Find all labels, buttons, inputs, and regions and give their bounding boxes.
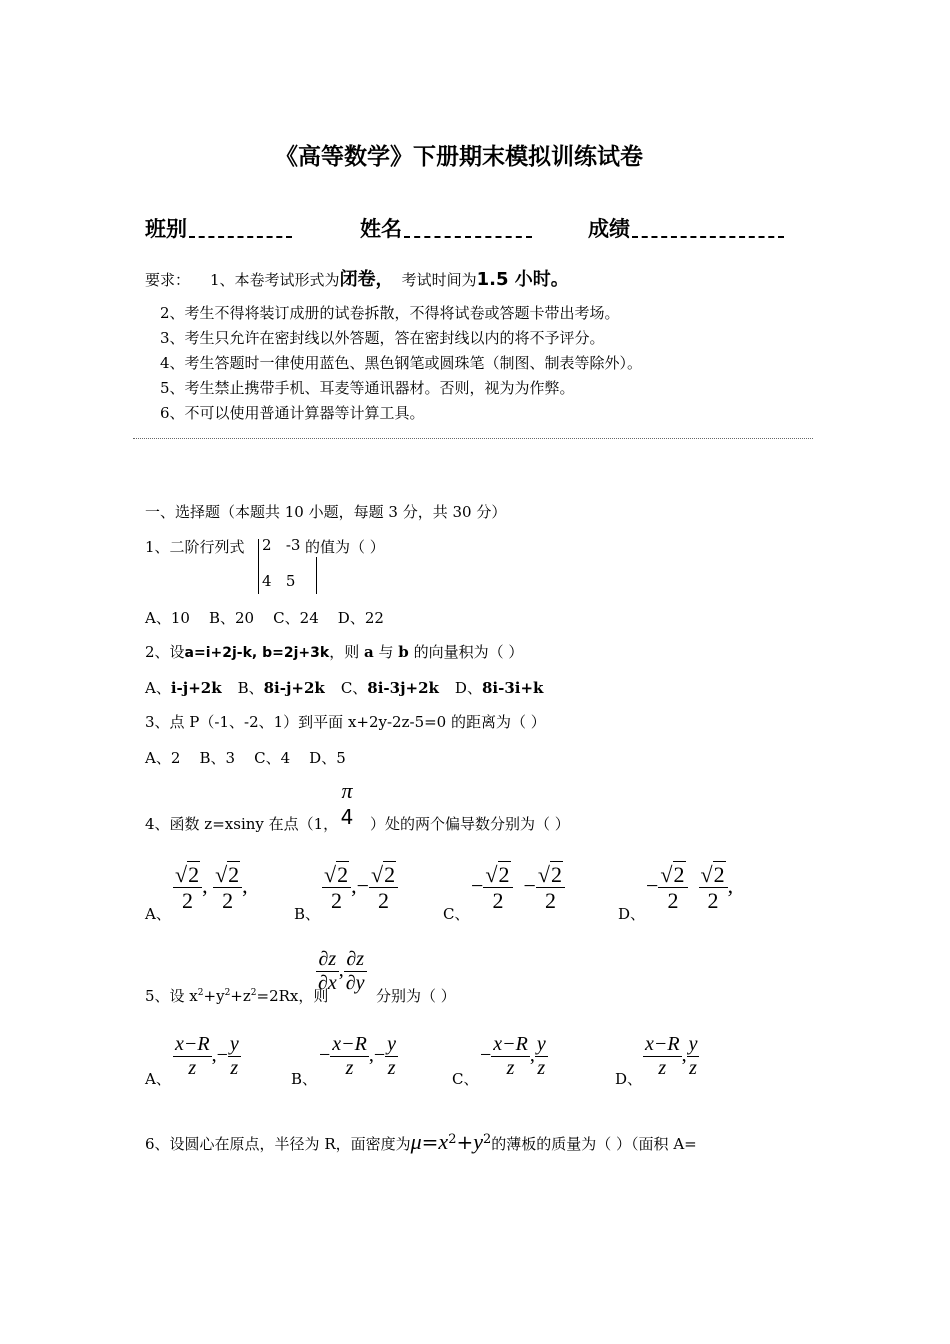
- requirement-6: 6、不可以使用普通计算器等计算工具。: [160, 404, 425, 422]
- q4-option-d-label: D、: [618, 905, 646, 923]
- determinant-left-bar: [258, 539, 259, 594]
- q2-and: 与: [378, 643, 394, 661]
- partial-z: ∂z: [344, 948, 367, 972]
- comma: ,: [338, 959, 344, 982]
- q5-text-eq: =2Rx，则: [256, 987, 329, 1005]
- q5-option-d-label: D、: [615, 1070, 643, 1088]
- minus-sign: −: [523, 872, 536, 898]
- minus-sign: −: [646, 872, 659, 898]
- var-x: x: [438, 1129, 449, 1154]
- numerator: y: [536, 1033, 546, 1055]
- sqrt-symbol: √: [324, 862, 337, 887]
- q4-option-b: [322, 862, 398, 914]
- q1-suffix: 的值为（ ）: [305, 538, 385, 556]
- q5-option-a: [173, 1033, 241, 1080]
- numerator: x−R: [332, 1033, 367, 1055]
- denominator: z: [658, 1057, 667, 1079]
- radicand: 2: [188, 862, 200, 887]
- partial-x: ∂x: [318, 972, 337, 994]
- requirement-3: 3、考生只允许在密封线以外答题，答在密封线以内的将不予评分。: [160, 329, 605, 347]
- comma: ,: [351, 872, 357, 898]
- q5-option-d: [643, 1033, 699, 1080]
- sqrt-symbol: √: [215, 862, 228, 887]
- q5-option-c: [480, 1033, 548, 1080]
- q2-option-d: 8i-3i+k: [481, 679, 544, 697]
- exponent: 2: [250, 988, 257, 998]
- q2-option-a-label: A、: [145, 679, 171, 697]
- q1-prefix: 1、二阶行列式: [145, 538, 245, 556]
- partial-y: ∂y: [345, 972, 365, 994]
- q2-option-b-label: B、: [237, 679, 264, 697]
- q5-text-y: +y: [203, 987, 225, 1005]
- denominator: z: [537, 1057, 546, 1079]
- comma: ,: [727, 872, 734, 898]
- radicand: 2: [384, 862, 396, 887]
- name-label: 姓名: [360, 217, 402, 241]
- q6-suffix: 的薄板的质量为（ ）（面积 A=: [491, 1135, 697, 1153]
- comma: ,: [211, 1044, 217, 1067]
- denominator: 2: [331, 888, 343, 914]
- q3-options: A、2 B、3 C、4 D、5: [145, 749, 346, 767]
- denominator: 2: [492, 888, 504, 914]
- page-title: 《高等数学》下册期末模拟训练试卷: [275, 144, 643, 170]
- q2-then: ，则: [329, 643, 360, 661]
- denominator: 2: [707, 888, 719, 914]
- q5-option-c-label: C、: [452, 1070, 479, 1088]
- q4-denominator: 4: [340, 805, 354, 829]
- sqrt-symbol: √: [700, 862, 713, 887]
- radicand: 2: [673, 862, 685, 887]
- score-label: 成绩: [588, 217, 630, 241]
- mu-symbol: μ: [410, 1129, 422, 1154]
- denominator: z: [345, 1057, 354, 1079]
- denominator: z: [188, 1057, 197, 1079]
- name-field: [360, 213, 532, 243]
- q4-prefix: 4、函数 z=xsiny 在点（1，: [145, 815, 339, 833]
- q5-text-z: +z: [230, 987, 251, 1005]
- requirement-1: [145, 265, 569, 291]
- exponent: 2: [197, 988, 204, 998]
- q2-option-a: i-j+2k: [170, 679, 222, 697]
- exponent: 2: [224, 988, 231, 998]
- numerator: y: [229, 1033, 239, 1055]
- section-heading: 一、选择题（本题共 10 小题，每题 3 分，共 30 分）: [145, 503, 507, 521]
- class-field: [145, 213, 292, 243]
- radicand: 2: [228, 862, 240, 887]
- sqrt-symbol: √: [371, 862, 384, 887]
- q2-option-d-label: D、: [454, 679, 482, 697]
- denominator: 2: [544, 888, 556, 914]
- numerator: x−R: [645, 1033, 680, 1055]
- denominator: z: [689, 1057, 697, 1079]
- q4-option-a: [173, 862, 248, 914]
- seal-divider: [133, 438, 813, 439]
- q5-suffix: 分别为（ ）: [376, 987, 456, 1005]
- sqrt-symbol: √: [660, 862, 673, 887]
- denominator: 2: [222, 888, 234, 914]
- partial-z: ∂z: [316, 948, 339, 972]
- exponent: 2: [483, 1132, 492, 1147]
- class-label: 班别: [145, 217, 187, 241]
- numerator: y: [688, 1033, 698, 1055]
- exponent: 2: [448, 1132, 457, 1147]
- minus-sign: −: [471, 872, 484, 898]
- requirement-2: 2、考生不得将装订成册的试卷拆散，不得将试卷或答题卡带出考场。: [160, 304, 620, 322]
- denominator: z: [506, 1057, 515, 1079]
- radicand: 2: [337, 862, 349, 887]
- q4-option-a-label: A、: [145, 905, 171, 923]
- comma: ,: [529, 1044, 535, 1067]
- denominator: 2: [182, 888, 194, 914]
- q4-option-d: [646, 862, 733, 914]
- numerator: x−R: [175, 1033, 210, 1055]
- var-y: y: [473, 1129, 483, 1154]
- comma: ,: [202, 872, 208, 898]
- q6-stem: [145, 1129, 697, 1155]
- q5-prefix: [145, 985, 328, 1006]
- q2-vectors: a=i+2j-k, b=2j+3k: [184, 645, 330, 661]
- sqrt-symbol: √: [175, 862, 188, 887]
- comma: ,: [242, 872, 248, 898]
- requirement-1-text: 1、本卷考试形式为: [210, 271, 340, 289]
- denominator: z: [230, 1057, 239, 1079]
- q4-point-fraction: [336, 778, 358, 830]
- name-blank: [404, 222, 532, 238]
- denominator: 2: [378, 888, 390, 914]
- radicand: 2: [498, 862, 510, 887]
- determinant-row-2: 4 5: [262, 572, 296, 590]
- radicand: 2: [713, 862, 725, 887]
- determinant-row-1: 2 -3: [262, 536, 301, 554]
- q5-option-b: [319, 1033, 398, 1080]
- q2-option-b: 8i-j+2k: [263, 679, 325, 697]
- minus-sign: −: [480, 1044, 492, 1067]
- plus-sign: +: [456, 1130, 474, 1154]
- q2-vector-b: b: [398, 643, 409, 661]
- q2-option-c-label: C、: [340, 679, 368, 697]
- score-field: [588, 213, 784, 243]
- q4-option-b-label: B、: [294, 905, 321, 923]
- exam-time: 1.5 小时。: [476, 269, 569, 290]
- q2-suffix: 的向量积为（ ）: [413, 643, 524, 661]
- exam-form: 闭卷，: [339, 269, 394, 290]
- score-blank: [632, 222, 784, 238]
- q4-option-c: [471, 862, 565, 914]
- q6-prefix: 6、设圆心在原点，半径为 R，面密度为: [145, 1135, 411, 1153]
- class-blank: [189, 222, 292, 238]
- comma: ,: [368, 1044, 374, 1067]
- q5-partials: [316, 948, 367, 995]
- minus-sign: −: [319, 1044, 331, 1067]
- denominator: 2: [667, 888, 679, 914]
- q2-prefix: 2、设: [145, 643, 185, 661]
- requirements-label: 要求：: [145, 271, 191, 289]
- minus-sign: −: [356, 872, 369, 898]
- q4-suffix: ）处的两个偏导数分别为（ ）: [370, 815, 570, 833]
- q2-option-c: 8i-3j+2k: [367, 679, 439, 697]
- q2-stem: [145, 641, 523, 662]
- requirement-4: 4、考生答题时一律使用蓝色、黑色钢笔或圆珠笔（制图、制表等除外）。: [160, 354, 643, 372]
- pi-symbol: π: [341, 778, 353, 803]
- q2-options: [145, 677, 543, 698]
- q2-vector-a: a: [363, 643, 374, 661]
- sqrt-symbol: √: [537, 862, 550, 887]
- radicand: 2: [551, 862, 562, 887]
- minus-sign: −: [216, 1044, 228, 1067]
- exam-time-label: 考试时间为: [401, 271, 477, 289]
- numerator: y: [387, 1033, 397, 1055]
- minus-sign: −: [373, 1044, 386, 1067]
- equals-sign: =: [421, 1130, 439, 1154]
- q5-option-a-label: A、: [145, 1070, 171, 1088]
- q1-options: A、10 B、20 C、24 D、22: [145, 609, 384, 627]
- denominator: z: [387, 1057, 396, 1079]
- q3-stem: 3、点 P（-1、-2、1）到平面 x+2y-2z-5=0 的距离为（ ）: [145, 713, 546, 731]
- requirement-5: 5、考生禁止携带手机、耳麦等通讯器材。否则，视为为作弊。: [160, 379, 575, 397]
- comma: ,: [681, 1044, 687, 1067]
- numerator: x−R: [493, 1033, 528, 1055]
- q5-text-x: 5、设 x: [145, 987, 198, 1005]
- q4-option-c-label: C、: [443, 905, 470, 923]
- q5-option-b-label: B、: [291, 1070, 318, 1088]
- sqrt-symbol: √: [485, 862, 498, 887]
